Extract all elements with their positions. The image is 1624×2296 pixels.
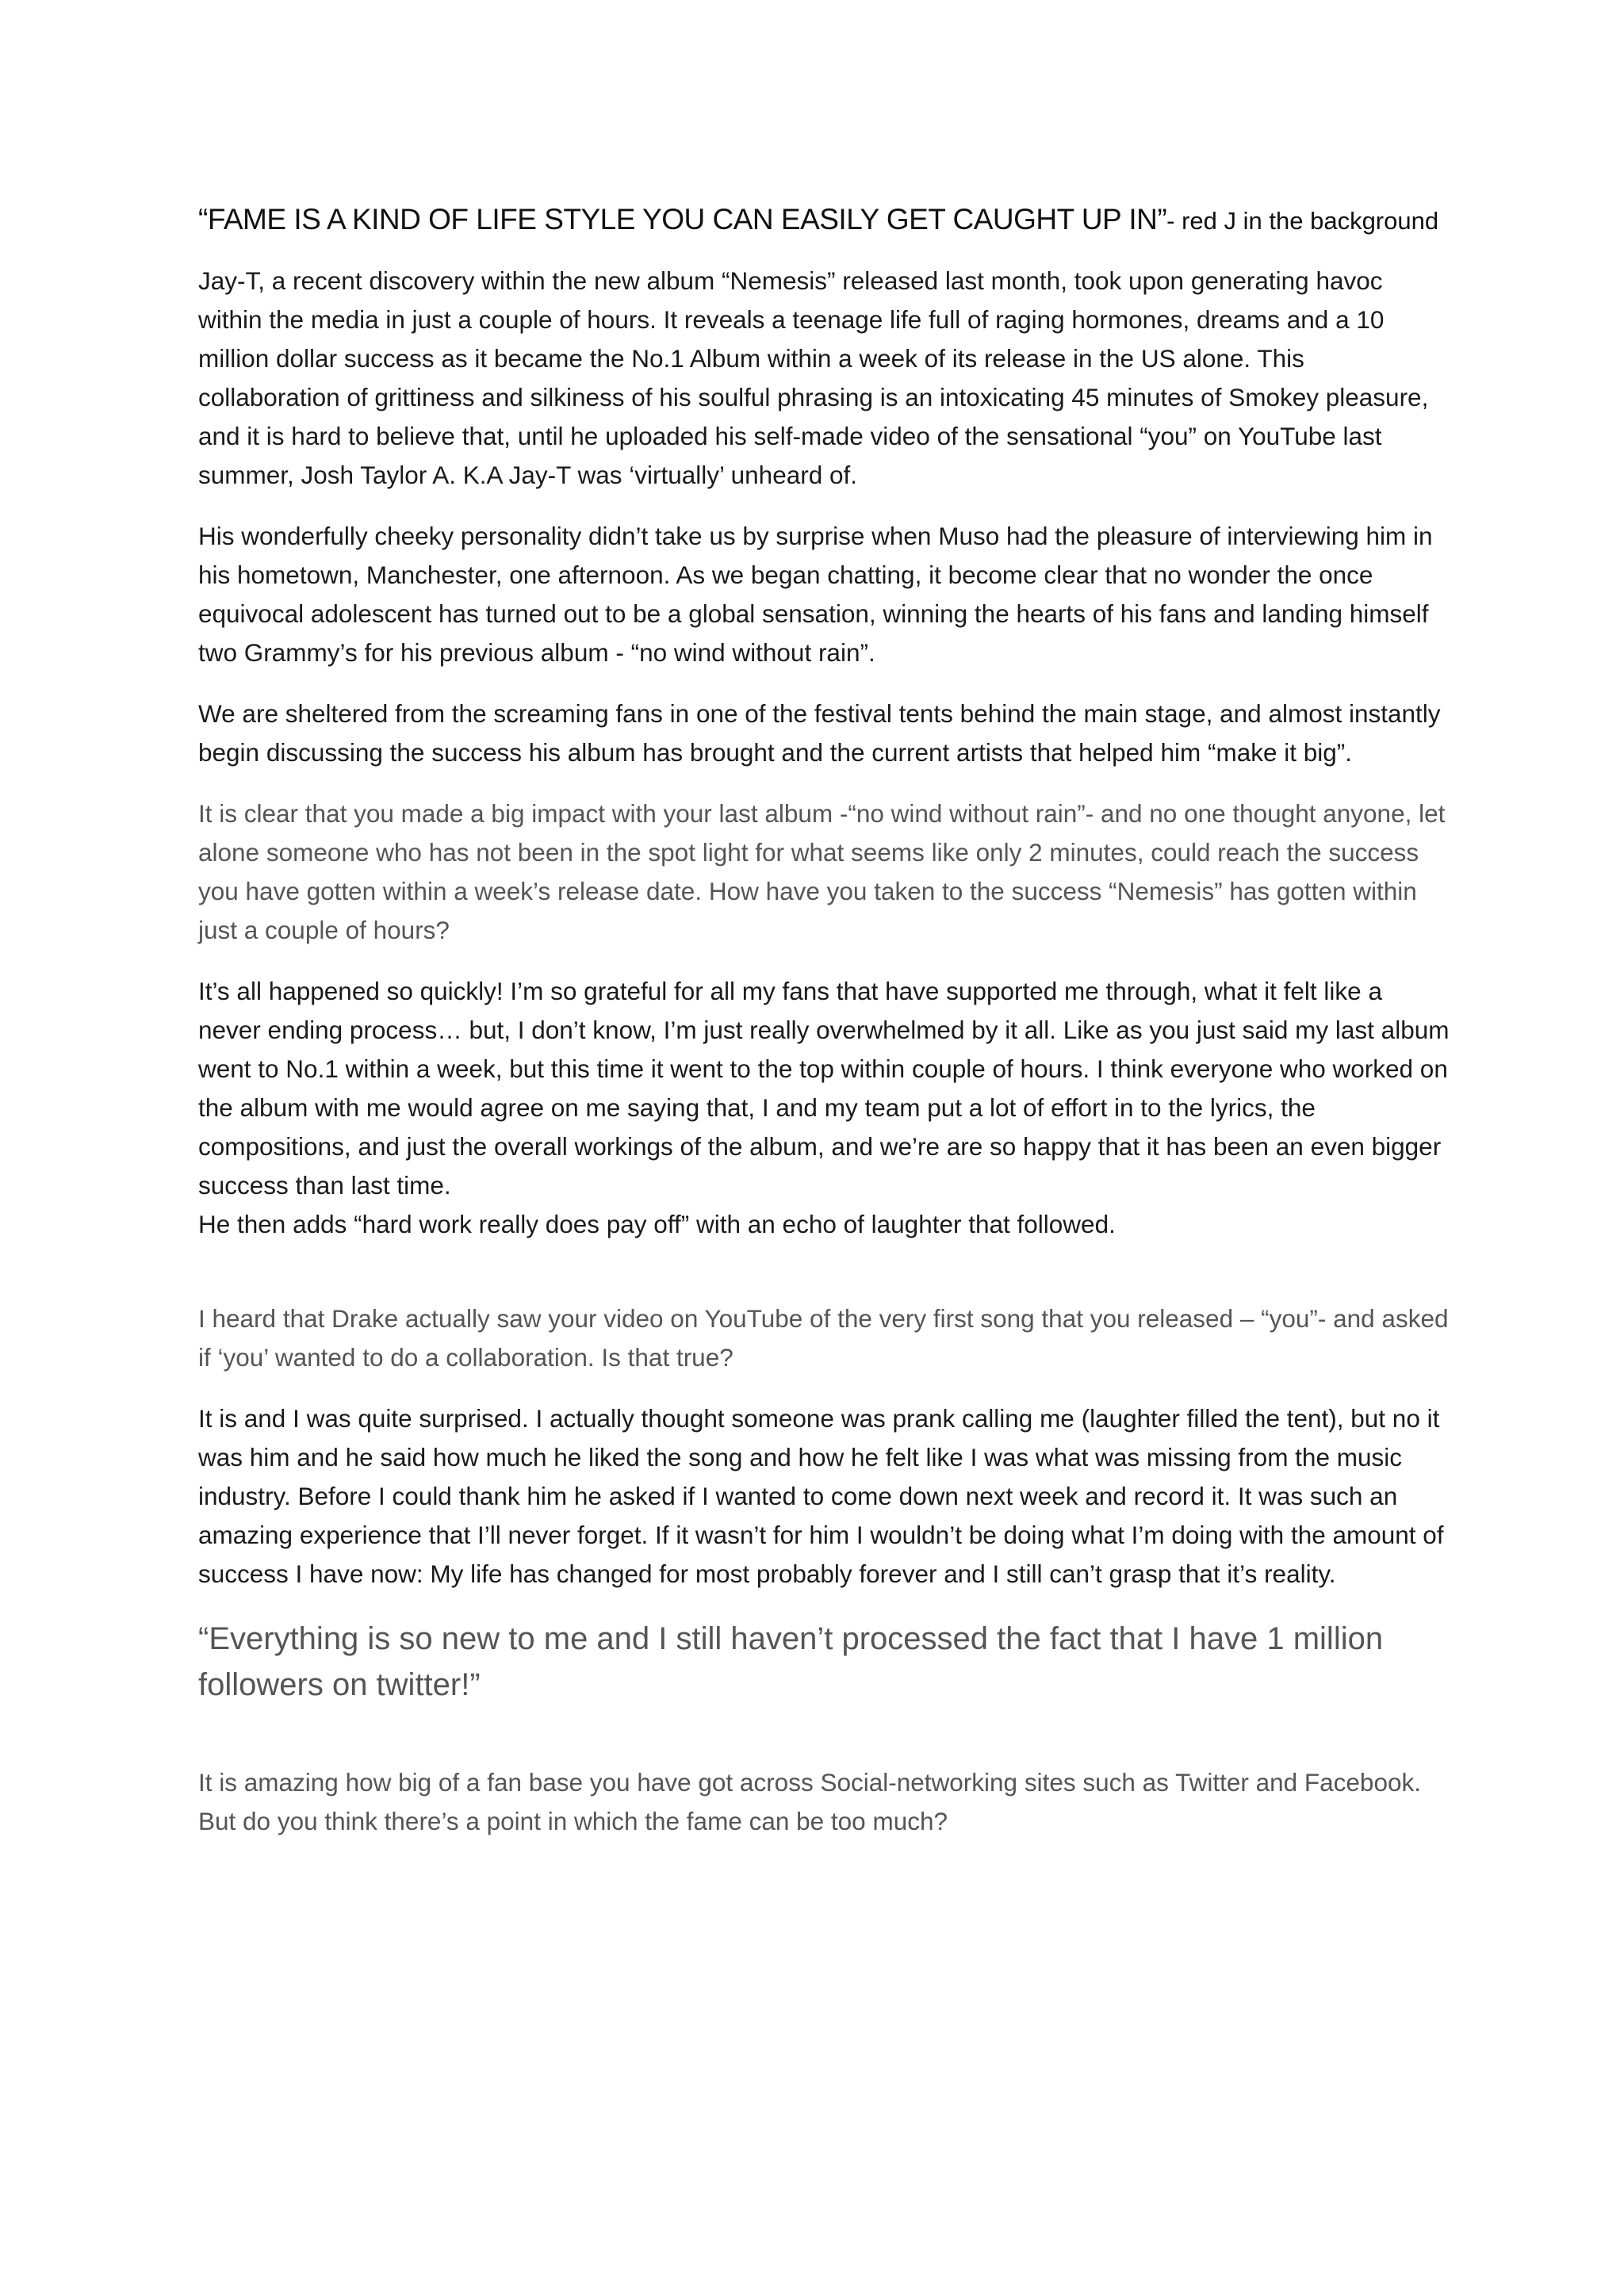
intro-paragraph: Jay-T, a recent discovery within the new album “Nemesis” released last month, took upon generating havoc within the media in just a couple of hours. It reveals a teenage life full of raging hormones, dreams and a 10 million dollar success as it became the No.1 Album within a week of its release in the US alone. This collaboration of grittiness and silkiness of his soulful phrasing is an intoxicating 45 minutes of Smokey pleasure, and it is hard to believe that, until he uploaded his self-made video of the sensational “you” on YouTube last summer, Josh Taylor A. K.A Jay-T was ‘virtually’ unheard of. <box>198 266 1429 489</box>
interview-question-3: It is amazing how big of a fan base you have got across Social-networking sites such as Twitter and Facebook. But do you think there’s a point in which the fame can be too much? <box>198 1768 1421 1835</box>
background-paragraph: His wonderfully cheeky personality didn’t take us by surprise when Muso had the pleasure of interviewing him in his hometown, Manchester, one afternoon. As we began chatting, it become clear that no wonder the once equivocal adolescent has turned out to be a global sensation, winning the hearts of his fans and landing himself two Grammy’s for his previous album - “no wind without rain”. <box>198 522 1433 667</box>
interview-question-2: I heard that Drake actually saw your video on YouTube of the very first song that you released – “you”- and asked if ‘you’ wanted to do a collaboration. Is that true? <box>198 1304 1449 1372</box>
setting-paragraph: We are sheltered from the screaming fans in one of the festival tents behind the main stage, and almost instantly begin discussing the success his album has brought and the current artists that helped him “make it big”. <box>198 699 1441 767</box>
article-page <box>198 197 1451 1863</box>
answer-1-text: It’s all happened so quickly! I’m so grateful for all my fans that have supported me through, what it felt like a never ending process… but, I don’t know, I’m just really overwhelmed by it all. Like as you just said my last album went to No.1 within a week, but this time it went to the top within couple of hours. I think everyone who worked on the album with me would agree on me saying that, I and my team put a lot of effort in to the lyrics, the compositions, and just the overall workings of the album, and we’re are so happy that it has been an even bigger success than last time. <box>198 977 1450 1200</box>
pull-quote: “Everything is so new to me and I still haven’t processed the fact that I have 1 million followers on twitter!” <box>198 1621 1384 1702</box>
interview-answer-2: It is and I was quite surprised. I actually thought someone was prank calling me (laughter filled the tent), but no it was him and he said how much he liked the song and how he felt like I was what was missing from the music industry. Before I could thank him he asked if I wanted to come down next week and record it. It was such an amazing experience that I’ll never forget. If it wasn’t for him I wouldn’t be doing what I’m doing with the amount of success I have now: My life has changed for most probably forever and I still can’t grasp that it’s reality. <box>198 1404 1444 1588</box>
interview-question-1: It is clear that you made a big impact with your last album -“no wind without rain”- and no one thought anyone, let alone someone who has not been in the spot light for what seems like only 2 minutes, could reach the success you have gotten within a week’s release date. How have you taken to the success “Nemesis” has gotten within just a couple of hours? <box>198 799 1446 944</box>
article-headline <box>198 197 1451 244</box>
headline-tail-text: - red J in the background <box>1166 207 1439 235</box>
interview-answer-1 <box>198 972 1451 1244</box>
answer-1-followup: He then adds “hard work really does pay off” with an echo of laughter that followed. <box>198 1210 1116 1238</box>
headline-text: “FAME IS A KIND OF LIFE STYLE YOU CAN EASILY GET CAUGHT UP IN” <box>198 203 1167 235</box>
